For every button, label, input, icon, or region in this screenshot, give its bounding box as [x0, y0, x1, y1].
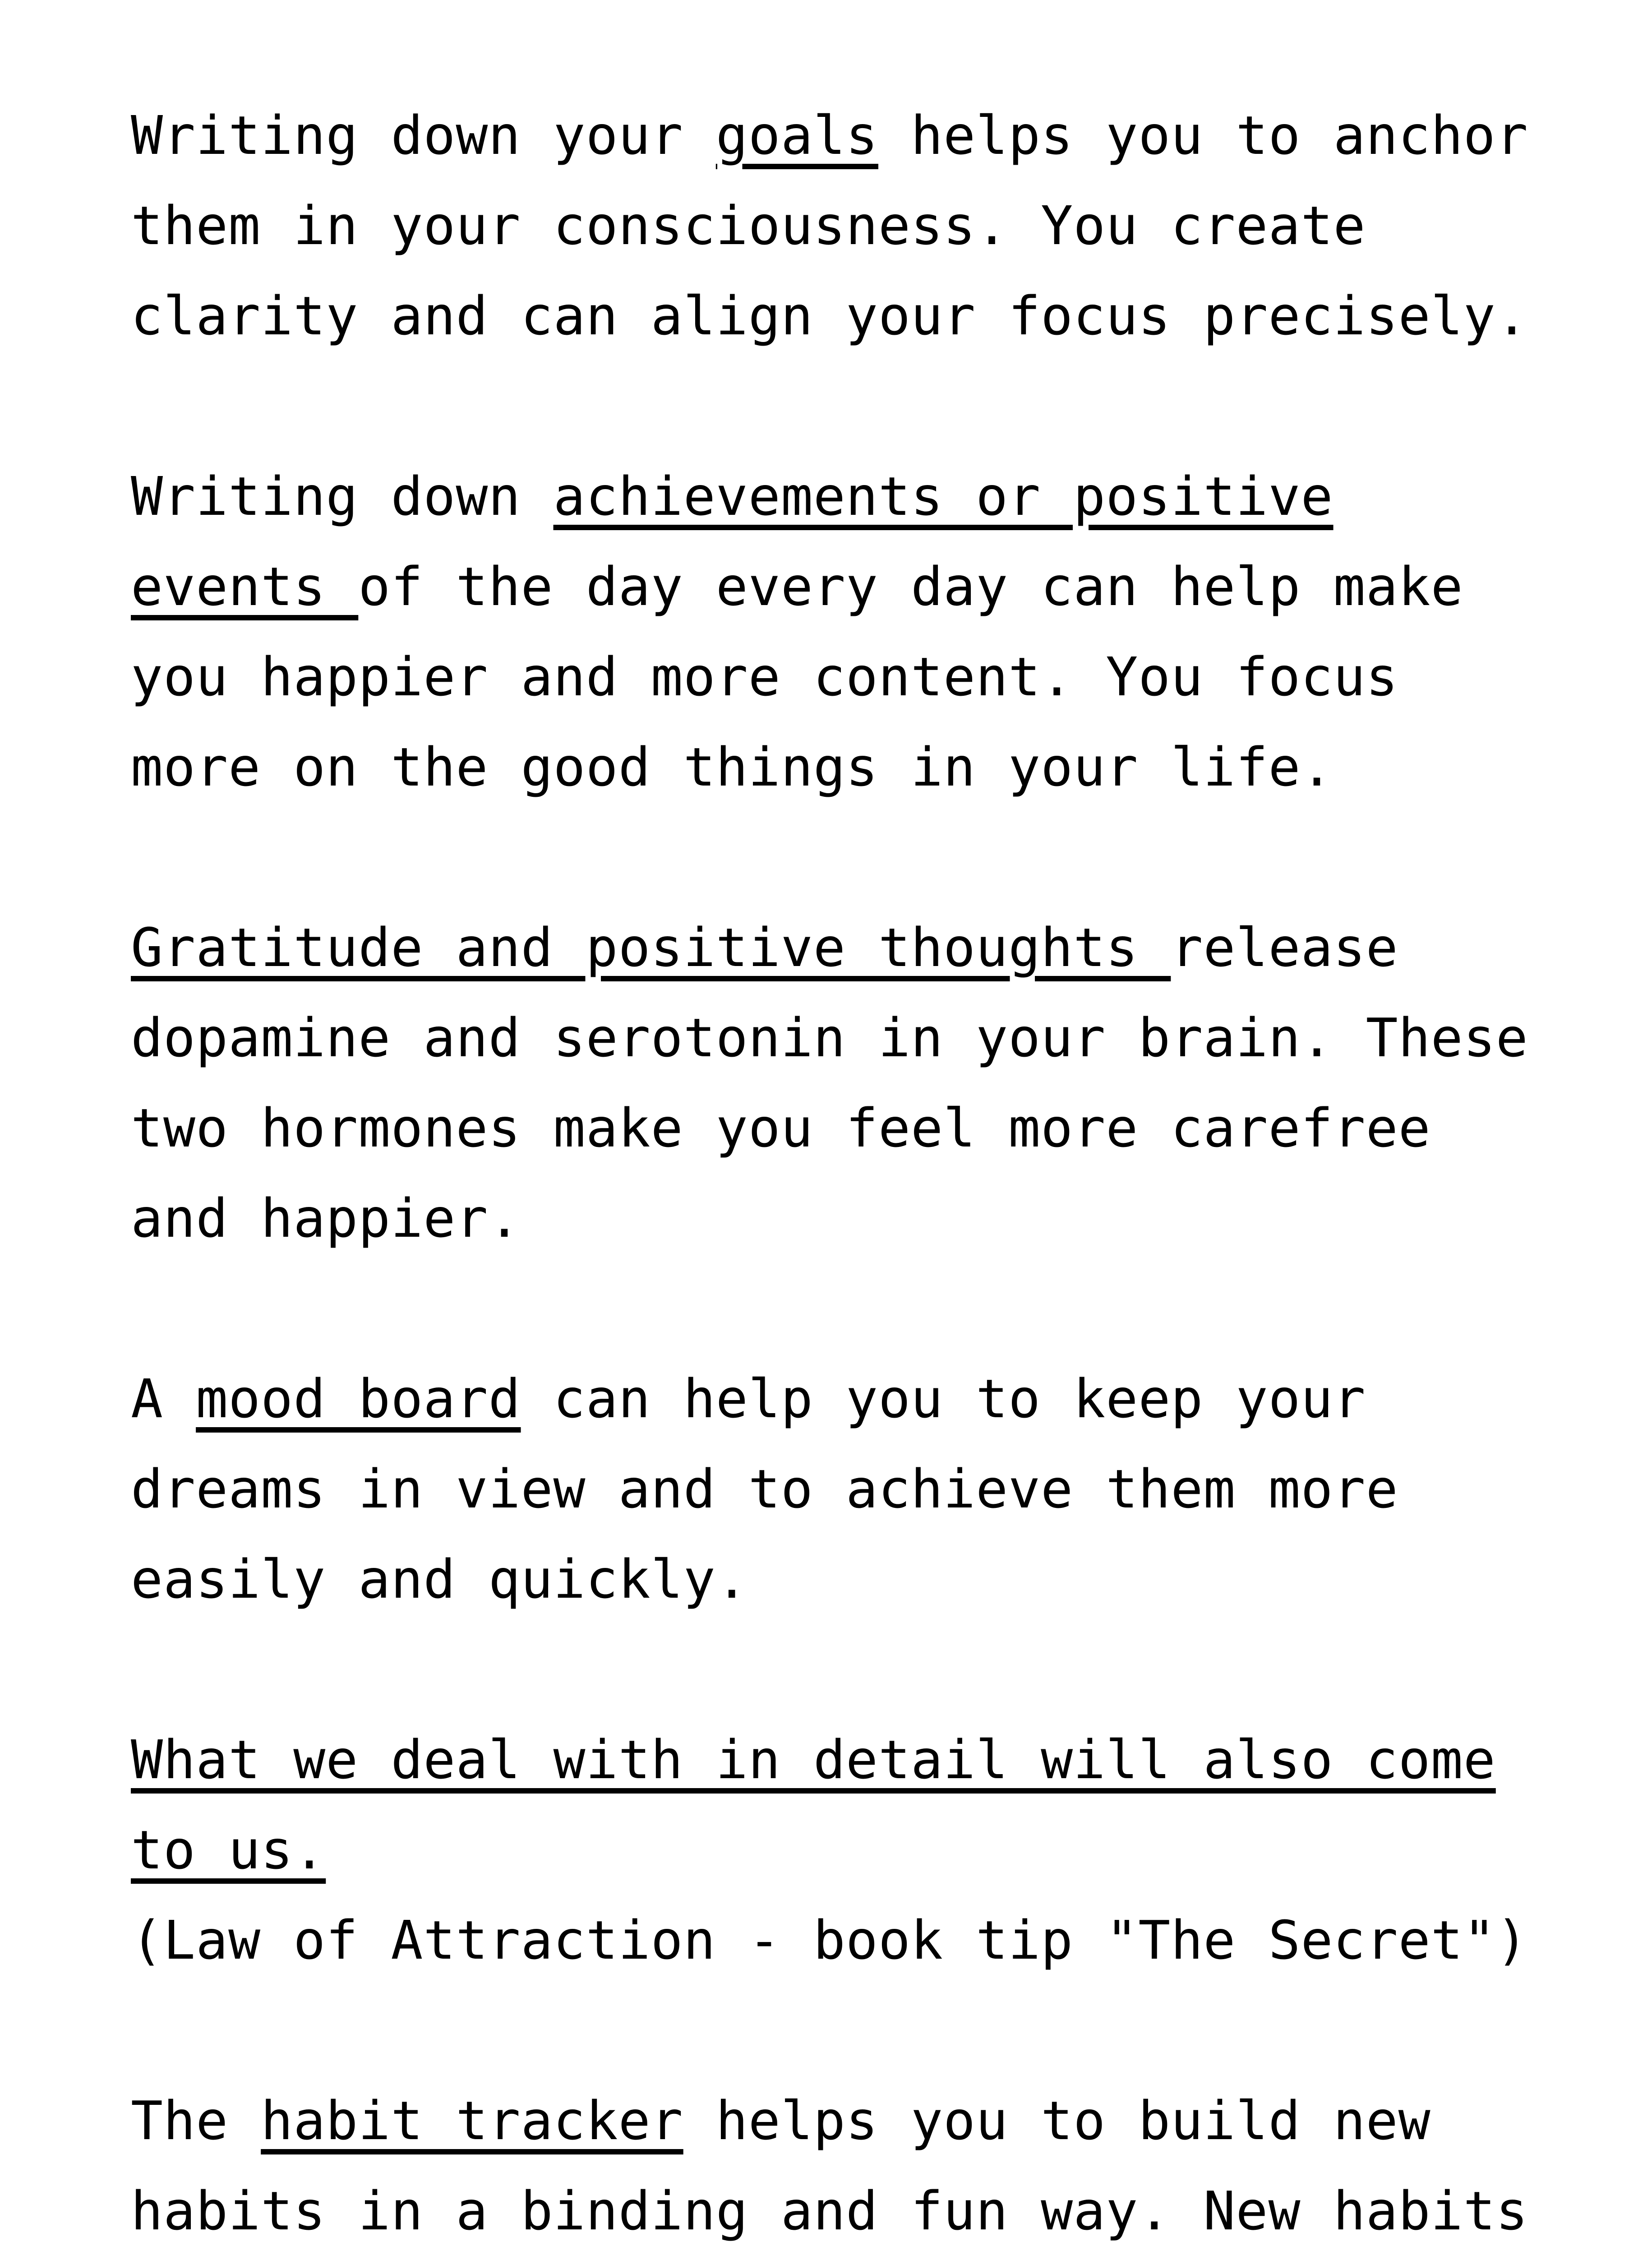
text-goals-after: helps you to anchor them in your consciousness. You create clarity and can align your focus precisely. — [131, 104, 1528, 347]
paragraph-habit — [131, 2076, 1552, 2256]
link-goals[interactable]: goals — [715, 104, 878, 166]
text-achievements-after: of the day every day can help make you happier and more content. You focus more on the good things in your life. — [131, 555, 1463, 798]
paragraph-moodboard — [131, 1354, 1552, 1624]
text-moodboard-before: A — [131, 1368, 196, 1430]
paragraph-attraction — [131, 1715, 1552, 1985]
document-page — [131, 90, 1552, 2256]
text-attraction-after: (Law of Attraction - book tip "The Secret") — [131, 1909, 1528, 1971]
paragraph-gratitude — [131, 902, 1552, 1263]
paragraph-goals — [131, 90, 1552, 361]
link-mood-board[interactable]: mood board — [196, 1368, 521, 1430]
text-moodboard-after: can help you to keep your dreams in view and to achieve them more easily and quickly. — [131, 1368, 1398, 1610]
text-achievements-before: Writing down — [131, 465, 554, 527]
link-achievements[interactable]: achievements or positive events — [131, 465, 1334, 618]
paragraph-achievements — [131, 451, 1552, 812]
text-habit-before: The — [131, 2090, 261, 2152]
text-goals-before: Writing down your — [131, 104, 716, 166]
link-habit-tracker[interactable]: habit tracker — [261, 2090, 683, 2152]
link-attraction[interactable]: What we deal with in detail will also come to us. — [131, 1729, 1496, 1881]
text-habit-after: helps you to build new habits in a binding and fun way. New habits — [131, 2090, 1528, 2242]
text-gratitude-after: release dopamine and serotonin in your brain. These two hormones make you feel more carefree and happier. — [131, 916, 1528, 1249]
link-gratitude[interactable]: Gratitude and positive thoughts — [131, 916, 1171, 979]
